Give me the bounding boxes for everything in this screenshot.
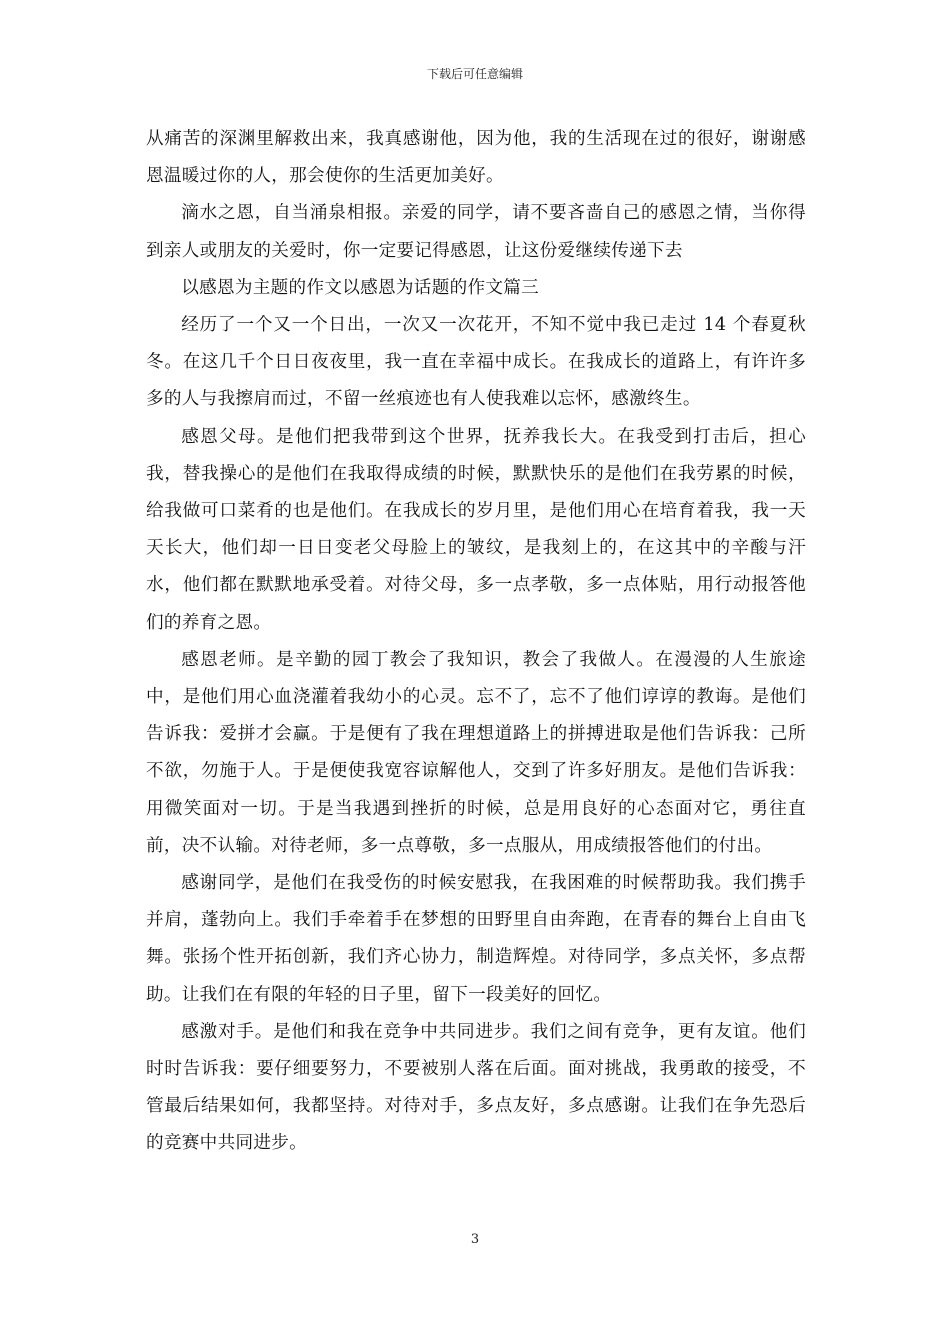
document-body <box>146 121 806 1163</box>
paragraph: 感谢同学，是他们在我受伤的时候安慰我，在我困难的时候帮助我。我们携手并肩，蓬勃向上。我们手牵着手在梦想的田野里自由奔跑，在青春的舞台上自由飞舞。张扬个性开拓创新，我们齐心协力，制造辉煌。对待同学，多点关怀，多点帮助。让我们在有限的年轻的日子里，留下一段美好的回忆。 <box>146 873 806 1005</box>
paragraph: 感激对手。是他们和我在竞争中共同进步。我们之间有竞争，更有友谊。他们时时告诉我：要仔细要努力，不要被别人落在后面。面对挑战，我勇敢的接受，不管最后结果如何，我都坚持。对待对手，多点友好，多点感谢。让我们在争先恐后的竞赛中共同进步。 <box>146 1021 806 1154</box>
paragraph: 感恩老师。是辛勤的园丁教会了我知识，教会了我做人。在漫漫的人生旅途中，是他们用心血浇灌着我幼小的心灵。忘不了，忘不了他们谆谆的教诲。是他们告诉我：爱拼才会赢。于是便有了我在理想道路上的拼搏进取是他们告诉我：己所不欲，勿施于人。于是便使我宽容谅解他人，交到了许多好朋友。是他们告诉我：用微笑面对一切。于是当我遇到挫折的时候，总是用良好的心态面对它，勇往直前，决不认输。对待老师，多一点尊敬，多一点服从，用成绩报答他们的付出。 <box>146 649 806 856</box>
page-number: 3 <box>470 1232 480 1247</box>
paragraph: 感恩父母。是他们把我带到这个世界，抚养我长大。在我受到打击后，担心我，替我操心的是他们在我取得成绩的时候，默默快乐的是他们在我劳累的时候，给我做可口菜肴的也是他们。在我成长的岁月里，是他们用心在培育着我，我一天天长大，他们却一日日变老父母脸上的皱纹，是我刻上的，在这其中的辛酸与汗水，他们都在默默地承受着。对待父母，多一点孝敬，多一点体贴，用行动报答他们的养育之恩。 <box>146 426 806 633</box>
paragraph-continuation: 从痛苦的深渊里解救出来，我真感谢他，因为他，我的生活现在过的很好，谢谢感恩温暖过你的人，那会使你的生活更加美好。 <box>146 129 806 187</box>
section-heading: 以感恩为主题的作文以感恩为话题的作文篇三 <box>181 277 540 298</box>
paragraph: 滴水之恩，自当涌泉相报。亲爱的同学，请不要吝啬自己的感恩之情，当你得到亲人或朋友的关爱时，你一定要记得感恩，让这份爱继续传递下去 <box>146 203 806 261</box>
page-header: 下载后可任意编辑 <box>426 67 523 81</box>
paragraph: 经历了一个又一个日出，一次又一次花开，不知不觉中我已走过 14 个春夏秋冬。在这几千个日日夜夜里，我一直在幸福中成长。在我成长的道路上，有许许多多的人与我擦肩而过，不留一丝痕迹也有人使我难以忘怀，感激终生。 <box>146 315 806 410</box>
